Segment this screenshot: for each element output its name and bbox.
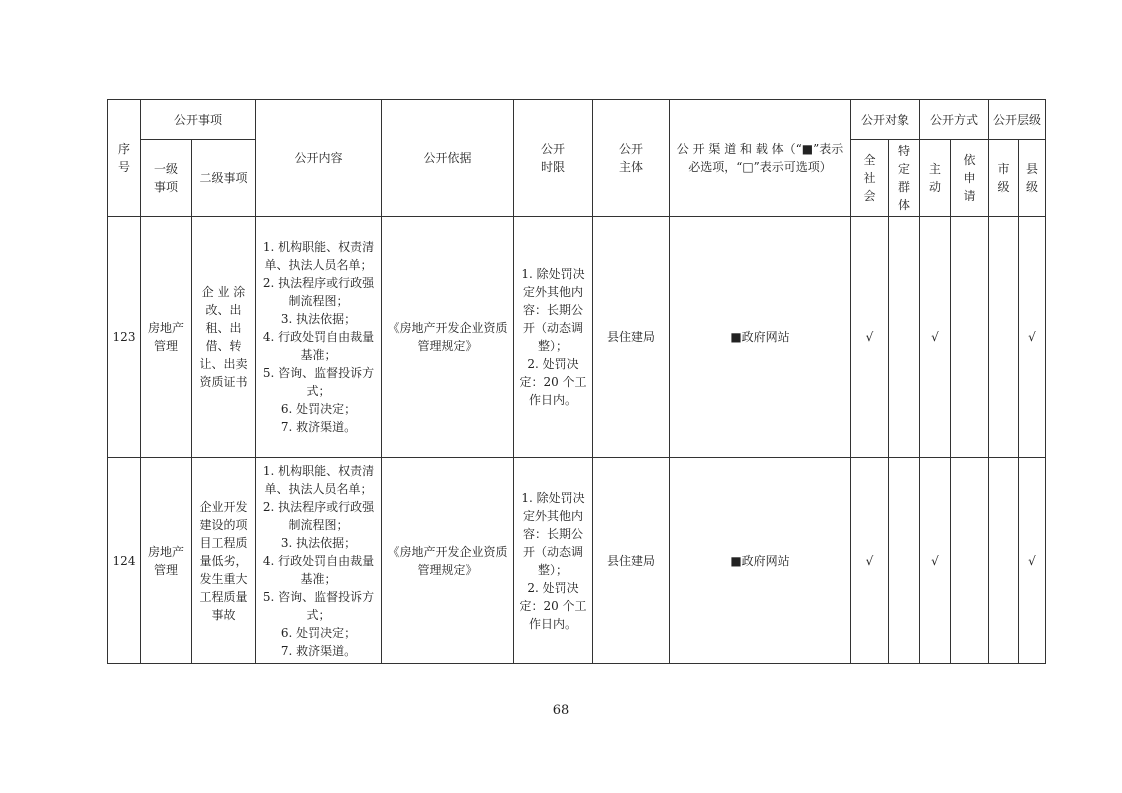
cell-level-county: √ xyxy=(1019,217,1046,458)
cell-level-county: √ xyxy=(1019,458,1046,664)
cell-time-limit: 1. 除处罚决定外其他内容：长期公开（动态调整）； 2. 处罚决定：20 个工作日内。 xyxy=(514,458,593,664)
header-method-active: 主动 xyxy=(920,140,951,217)
cell-content: 1. 机构职能、权责清单、执法人员名单； 2. 执法程序或行政强制流程图； 3. 执法依据； 4. 行政处罚自由裁量基准； 5. 咨询、监督投诉方式； 6. 处罚决定； 7. 救济渠道。 xyxy=(256,458,382,664)
cell-subject: 县住建局 xyxy=(593,458,670,664)
cell-audience-specific xyxy=(889,458,920,664)
disclosure-table xyxy=(107,99,1046,664)
header-channel: 公 开 渠 道 和 载 体（“■”表示必选项，“□”表示可选项） xyxy=(670,100,851,217)
cell-channel: ■政府网站 xyxy=(670,217,851,458)
cell-level1: 房地产管理 xyxy=(141,217,192,458)
header-level-county: 县级 xyxy=(1019,140,1046,217)
cell-seq: 124 xyxy=(108,458,141,664)
cell-content: 1. 机构职能、权责清单、执法人员名单； 2. 执法程序或行政强制流程图； 3. 执法依据； 4. 行政处罚自由裁量基准； 5. 咨询、监督投诉方式； 6. 处罚决定； 7. 救济渠道。 xyxy=(256,217,382,458)
header-audience-all: 全社会 xyxy=(851,140,889,217)
header-level: 公开层级 xyxy=(989,100,1046,140)
header-audience: 公开对象 xyxy=(851,100,920,140)
cell-basis: 《房地产开发企业资质管理规定》 xyxy=(382,458,514,664)
cell-audience-specific xyxy=(889,217,920,458)
header-audience-specific: 特定群体 xyxy=(889,140,920,217)
cell-basis: 《房地产开发企业资质管理规定》 xyxy=(382,217,514,458)
header-row-1 xyxy=(108,100,1046,140)
cell-level-city xyxy=(989,217,1019,458)
cell-level2: 企业开发建设的项目工程质量低劣，发生重大工程质量事故 xyxy=(192,458,256,664)
header-basis: 公开依据 xyxy=(382,100,514,217)
cell-channel: ■政府网站 xyxy=(670,458,851,664)
cell-seq: 123 xyxy=(108,217,141,458)
cell-method-request xyxy=(951,217,989,458)
header-method: 公开方式 xyxy=(920,100,989,140)
cell-method-active: √ xyxy=(920,458,951,664)
header-seq: 序号 xyxy=(108,100,141,217)
page-number: 68 xyxy=(552,703,570,718)
header-level2: 二级事项 xyxy=(192,140,256,217)
cell-audience-all: √ xyxy=(851,217,889,458)
cell-method-request xyxy=(951,458,989,664)
cell-method-active: √ xyxy=(920,217,951,458)
cell-audience-all: √ xyxy=(851,458,889,664)
cell-level1: 房地产管理 xyxy=(141,458,192,664)
cell-level-city xyxy=(989,458,1019,664)
cell-time-limit: 1. 除处罚决定外其他内容：长期公开（动态调整）； 2. 处罚决定：20 个工作日内。 xyxy=(514,217,593,458)
cell-subject: 县住建局 xyxy=(593,217,670,458)
cell-level2: 企 业 涂 改、出租、出借、转 让、出卖 资质证书 xyxy=(192,217,256,458)
table-row xyxy=(108,217,1046,458)
table-row xyxy=(108,458,1046,664)
header-level1: 一级事项 xyxy=(141,140,192,217)
header-content: 公开内容 xyxy=(256,100,382,217)
header-method-request: 依申请 xyxy=(951,140,989,217)
header-items-group: 公开事项 xyxy=(141,100,256,140)
header-time-limit: 公开时限 xyxy=(514,100,593,217)
header-level-city: 市级 xyxy=(989,140,1019,217)
header-subject: 公开主体 xyxy=(593,100,670,217)
